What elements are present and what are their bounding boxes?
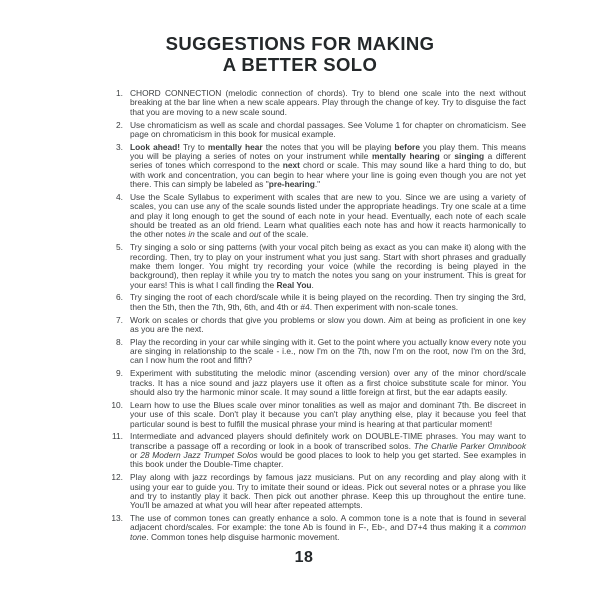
item-number: 13. bbox=[111, 513, 123, 524]
page-title-line-1: SUGGESTIONS FOR MAKING bbox=[165, 33, 435, 54]
list-item bbox=[100, 514, 526, 542]
suggestions-list bbox=[100, 89, 526, 546]
item-number: 4. bbox=[116, 191, 123, 202]
item-text: Play the recording in your car while singing with it. Get to the point where you actually know every note you are singing in relationship to the scale - i.e., now I'm on the 7th, now I'm on the root, now I'm on the 3rd, can I now hum the root and fifth? bbox=[130, 336, 526, 366]
item-number: 8. bbox=[116, 336, 123, 347]
item-text: CHORD CONNECTION (melodic connection of chords). Try to blend one scale into the next without breaking at the bar line when a new scale appears. Play through the change of key. Try to disguise the fact that you are moving to a new scale sound. bbox=[130, 88, 526, 117]
item-number: 9. bbox=[116, 368, 123, 379]
list-item bbox=[100, 432, 526, 469]
list-item bbox=[100, 293, 526, 312]
item-text: Look ahead! Try to mentally hear the notes that you will be playing before you play them. This means you will be playing a series of notes on your instrument while mentally hearing or singing a different series of tones which correspond to the next chord or scale. This may sound like a hard thing to do, but with work and concentration, you can begin to hear where your line is going even though you are not yet there. This can simply be labeled as "pre-hearing." bbox=[130, 141, 527, 190]
item-number: 5. bbox=[116, 242, 123, 253]
item-text: Try singing a solo or sing patterns (with your vocal pitch being as exact as you can make it) along with the recording. Then, try to play on your instrument what you just sang. Start with short phrases and gradually make them longer. You might try recording your voice (while the recording is being played in the background), then replay it while you try to match the notes you sang on your instrument. This is great for your ears! This is what I call finding the Real You. bbox=[130, 242, 526, 290]
item-text: The use of common tones can greatly enhance a solo. A common tone is a note that is found in several adjacent chord/scales. For example: the tone Ab is found in F-, Eb-, and D7+4 thus making it a common tone. Common tones help disguise harmonic movement. bbox=[130, 513, 526, 542]
item-number: 10. bbox=[111, 399, 123, 410]
list-item bbox=[100, 121, 526, 140]
item-text: Experiment with substituting the melodic minor (ascending version) over any of the minor chord/scale tracks. It has a nice sound and jazz players use it often as a first choice substitute scale for minor. You should also try the harmonic minor scale. It may sound a little foreign at first, but the ear adapts easily. bbox=[130, 368, 526, 397]
list-item bbox=[100, 316, 526, 335]
page-title bbox=[0, 34, 600, 75]
item-number: 11. bbox=[111, 431, 123, 442]
list-item bbox=[100, 473, 526, 510]
list-item bbox=[100, 369, 526, 397]
list-item bbox=[100, 401, 526, 429]
list-item bbox=[100, 338, 526, 366]
list-item bbox=[100, 193, 526, 240]
item-text: Work on scales or chords that give you problems or slow you down. Aim at being as proficient in one key as you are the next. bbox=[130, 314, 526, 334]
item-number: 7. bbox=[116, 314, 123, 325]
item-number: 2. bbox=[116, 119, 123, 130]
item-text: Try singing the root of each chord/scale while it is being played on the recording. Then try singing the 3rd, then the 5th, then the 7th, 9th, 6th, and 4th or #4. Then experiment with non-scale tones. bbox=[130, 292, 526, 312]
item-number: 12. bbox=[111, 472, 123, 483]
item-text: Use the Scale Syllabus to experiment with scales that are new to you. Since we are using a variety of scales, you can use any of the scale sounds listed under the appropriate headings. Try one scale at a time and play it long enough to get the sound of each note in your head. Eventually, each note of each scale should be treated as an old friend. Learn what qualities each note has and how it reacts harmonically to the other notes in the scale and out of the scale. bbox=[130, 191, 526, 240]
item-text: Play along with jazz recordings by famous jazz musicians. Put on any recording and play along with it using your ear to guide you. Try to imitate their sound or ideas. Pick out several notes or a phrase you like and try to instantly play it back. Then pick out another phrase. Keep this up throughout the entire tune. You'll be amazed at what you will hear after repeated attempts. bbox=[130, 472, 526, 511]
item-number: 6. bbox=[116, 292, 123, 303]
list-item bbox=[100, 243, 526, 290]
item-text: Intermediate and advanced players should definitely work on DOUBLE-TIME phrases. You may want to transcribe a passage off a recording or look in a book of transcribed solos. The Charlie Parker Omnibook or 28 Modern Jazz Trumpet Solos would be good places to look to help you get started. See examples in this book under the Double-Time chapter. bbox=[130, 431, 527, 470]
list-item bbox=[100, 89, 526, 117]
list-item bbox=[100, 143, 526, 190]
page-title-line-2: A BETTER SOLO bbox=[222, 53, 378, 75]
item-number: 3. bbox=[116, 141, 123, 152]
page-number: 18 bbox=[294, 549, 314, 566]
item-text: Use chromaticism as well as scale and chordal passages. See Volume 1 for chapter on chromaticism. See page on chromaticism in this book for musical example. bbox=[130, 119, 526, 139]
item-text: Learn how to use the Blues scale over minor tonalities as well as major and dominant 7th. Be discreet in your use of this scale. Don't play it because you can't play anything else, play it because you feel that particular sound is best to fulfill the musical phrase your mind is hearing at that particular moment! bbox=[130, 399, 526, 429]
item-number: 1. bbox=[116, 88, 123, 98]
